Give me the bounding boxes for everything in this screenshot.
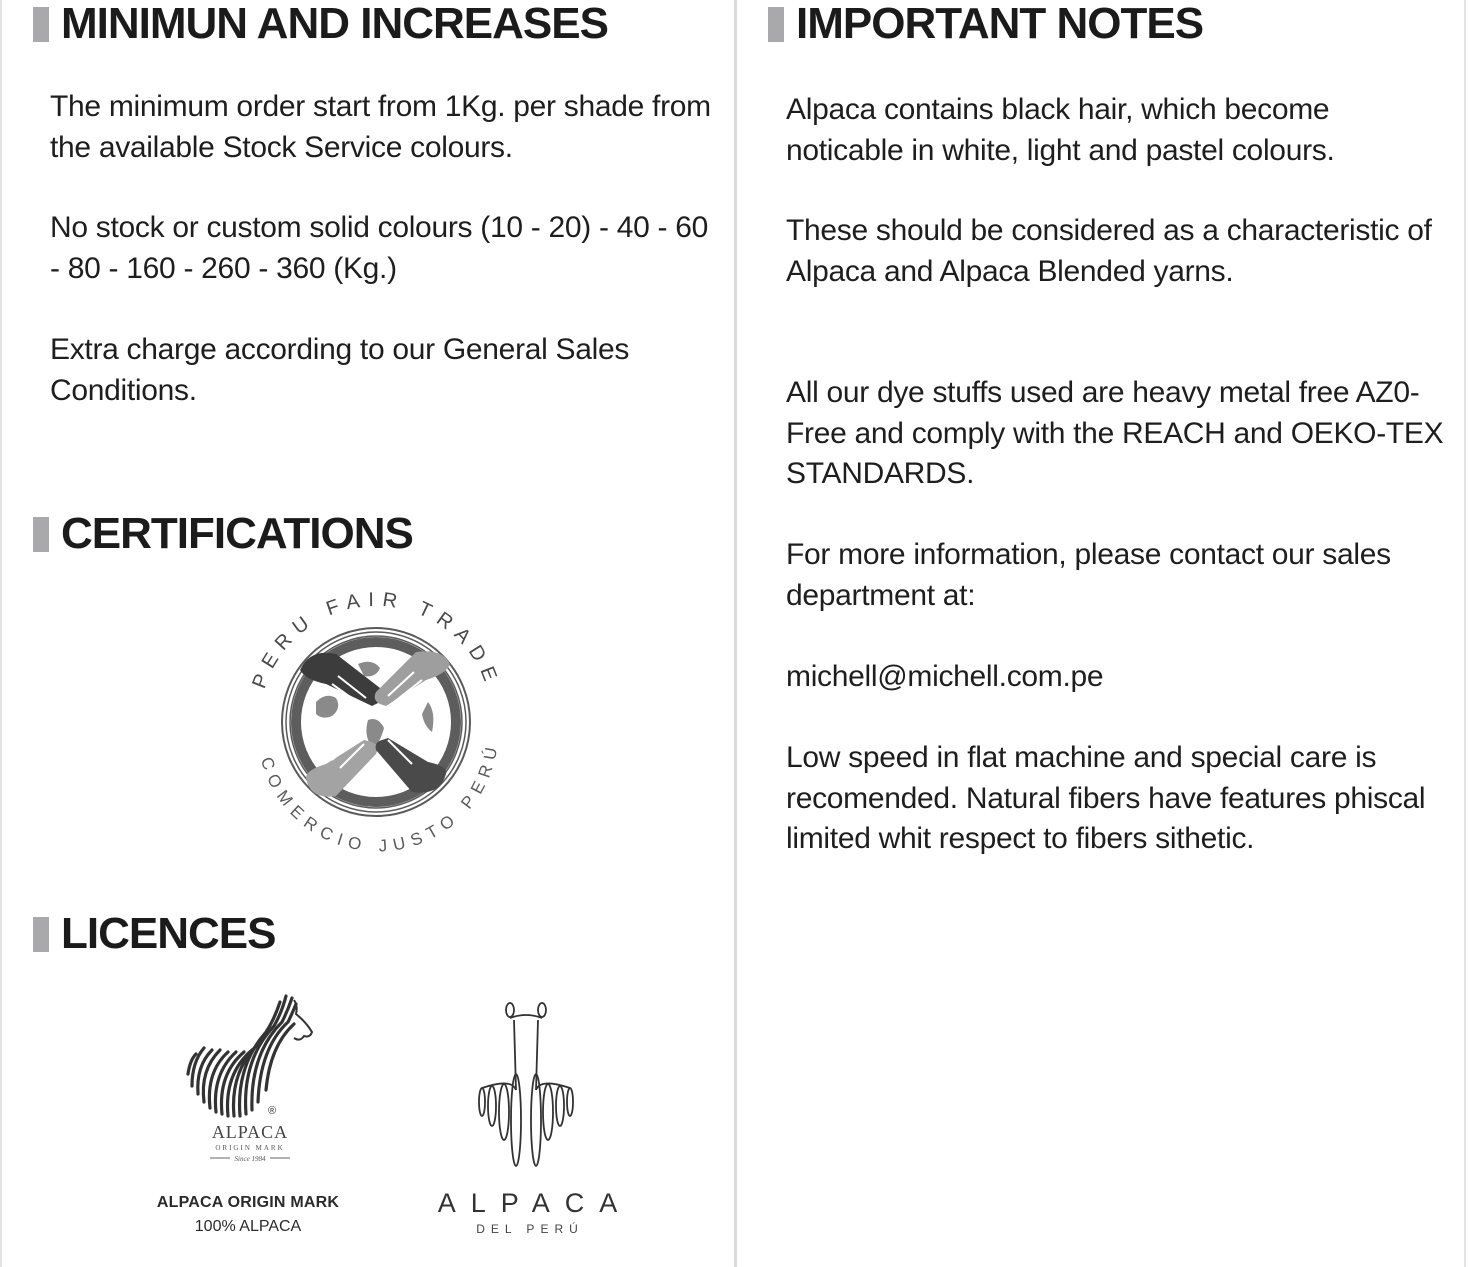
order-increases-paragraph: No stock or custom solid colours (10 - 20) - 40 - 60 - 80 - 160 - 260 - 360 (Kg.)	[50, 211, 708, 285]
characteristic-note: These should be considered as a characteristic of Alpaca and Alpaca Blended yarns.	[786, 214, 1432, 288]
black-hair-note: Alpaca contains black hair, which become noticable in white, light and pastel colours.	[786, 93, 1335, 167]
heading-text: MINIMUN AND INCREASES	[61, 0, 608, 48]
machine-care-note: Low speed in flat machine and special care is recomended. Natural fibers have features phiscal limited whit respect to fibers sithetic.	[786, 741, 1426, 855]
heading-text: IMPORTANT NOTES	[796, 0, 1204, 48]
svg-text:®: ®	[268, 1105, 277, 1117]
heading-text: CERTIFICATIONS	[61, 509, 413, 558]
heading-bar-icon	[33, 517, 49, 552]
svg-text:ALPACA: ALPACA	[211, 1122, 289, 1142]
alpaca-percentage-caption: 100% ALPACA	[194, 1218, 302, 1235]
column-divider	[734, 0, 737, 1267]
heading-text: LICENCES	[61, 909, 276, 958]
minimum-order-paragraph: The minimum order start from 1Kg. per shade from the available Stock Service colours.	[50, 90, 711, 164]
extra-charge-paragraph: Extra charge according to our General Sales Conditions.	[50, 333, 630, 407]
svg-text:ORIGIN MARK: ORIGIN MARK	[215, 1144, 285, 1152]
alpaca-del-peru-title: ALPACA	[437, 1188, 633, 1218]
page-edge-right	[1464, 0, 1466, 1267]
section-heading-important-notes	[768, 2, 1203, 46]
heading-bar-icon	[33, 917, 49, 952]
dye-stuffs-note: All our dye stuffs used are heavy metal free AZ0-Free and comply with the REACH and OEKO-TEX STANDARDS.	[786, 376, 1444, 490]
section-heading-minimum	[33, 2, 608, 46]
heading-bar-icon	[768, 7, 784, 42]
contact-note: For more information, please contact our sales department at:	[786, 538, 1391, 612]
contact-email-link[interactable]: michell@michell.com.pe	[786, 660, 1104, 693]
page-edge-left	[0, 0, 2, 1267]
section-heading-licences	[33, 909, 276, 958]
alpaca-del-peru-logo	[470, 1000, 582, 1172]
alpaca-origin-mark-caption: ALPACA ORIGIN MARK	[156, 1194, 340, 1211]
heading-bar-icon	[33, 7, 49, 42]
alpaca-origin-mark-logo	[182, 994, 318, 1166]
alpaca-del-peru-subtitle: DEL PERÚ	[476, 1222, 584, 1236]
svg-text:Since 1984: Since 1984	[234, 1155, 266, 1163]
section-heading-certifications	[33, 509, 413, 558]
fair-trade-hands-globe-icon	[238, 592, 514, 854]
svg-text:PERU FAIR TRADE: PERU FAIR TRADE	[248, 592, 504, 692]
svg-text:COMERCIO JUSTO PERÚ: COMERCIO JUSTO PERÚ	[256, 739, 503, 854]
